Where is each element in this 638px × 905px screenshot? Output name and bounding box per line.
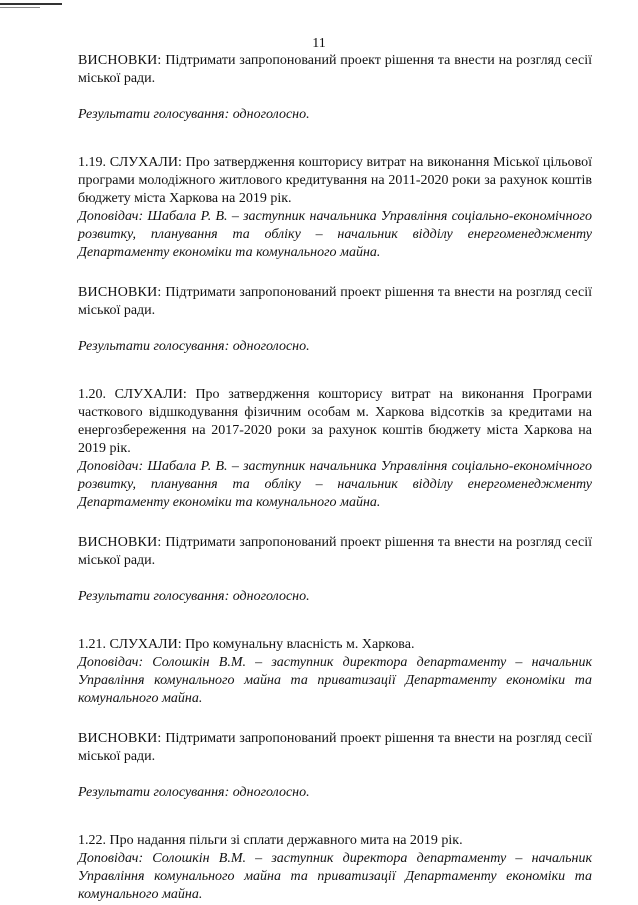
conclusion-label: ВИСНОВКИ: — [78, 53, 162, 68]
speaker: Доповідач: Солошкін В.М. – заступник директора департаменту – начальник Управління комунального майна та приватизації Департаменту економіки та комунального майна. — [78, 655, 592, 706]
agenda-item-1-21 — [78, 636, 592, 802]
conclusion — [78, 52, 592, 88]
page-number: 11 — [312, 36, 326, 51]
speaker: Доповідач: Шабала Р. В. – заступник начальника Управління соціально-економічного розвитку, планування та обліку – начальник відділу енергоменеджменту Департаменту економіки та комунального майна. — [78, 459, 592, 510]
heard: 1.20. СЛУХАЛИ: Про затвердження кошторису витрат на виконання Програми часткового відшкодування фізичним особам м. Харкова відсотків за кредитами на енергозбереження на 2017-2020 роки за рахунок коштів бюджету міста Харкова на 2019 рік. — [78, 387, 592, 456]
document-body — [78, 52, 592, 904]
conclusion — [78, 284, 592, 320]
heard: 1.19. СЛУХАЛИ: Про затвердження кошторису витрат на виконання Міської цільової програми молодіжного житлового кредитування на 2011-2020 роки за рахунок коштів бюджету міста Харкова на 2019 рік. — [78, 155, 592, 206]
vote-result: Результати голосування: одноголосно. — [78, 339, 310, 354]
vote-result: Результати голосування: одноголосно. — [78, 785, 310, 800]
speaker: Доповідач: Шабала Р. В. – заступник начальника Управління соціально-економічного розвитку, планування та обліку – начальник відділу енергоменеджменту Департаменту економіки та комунального майна. — [78, 209, 592, 260]
heard: 1.21. СЛУХАЛИ: Про комунальну власність м. Харкова. — [78, 637, 415, 652]
conclusion-text: Підтримати запропонований проект рішення та внести на розгляд сесії міської ради. — [78, 53, 593, 86]
conclusion-text: Підтримати запропонований проект рішення та внести на розгляд сесії міської ради. — [78, 731, 593, 764]
heard: 1.22. Про надання пільги зі сплати державного мита на 2019 рік. — [78, 833, 463, 848]
conclusion-text: Підтримати запропонований проект рішення та внести на розгляд сесії міської ради. — [78, 535, 593, 568]
agenda-item-1-22 — [78, 832, 592, 904]
conclusion-label: ВИСНОВКИ: — [78, 731, 162, 746]
conclusion — [78, 534, 592, 570]
agenda-item-continuation — [78, 52, 592, 124]
speaker: Доповідач: Солошкін В.М. – заступник директора департаменту – начальник Управління комунального майна та приватизації Департаменту економіки та комунального майна. — [78, 851, 592, 902]
conclusion — [78, 730, 592, 766]
scan-mark-secondary — [0, 7, 40, 8]
scan-mark — [0, 3, 62, 5]
agenda-item-1-20 — [78, 386, 592, 606]
conclusion-text: Підтримати запропонований проект рішення та внести на розгляд сесії міської ради. — [78, 285, 593, 318]
vote-result: Результати голосування: одноголосно. — [78, 107, 310, 122]
conclusion-label: ВИСНОВКИ: — [78, 535, 162, 550]
vote-result: Результати голосування: одноголосно. — [78, 589, 310, 604]
conclusion-label: ВИСНОВКИ: — [78, 285, 162, 300]
agenda-item-1-19 — [78, 154, 592, 356]
